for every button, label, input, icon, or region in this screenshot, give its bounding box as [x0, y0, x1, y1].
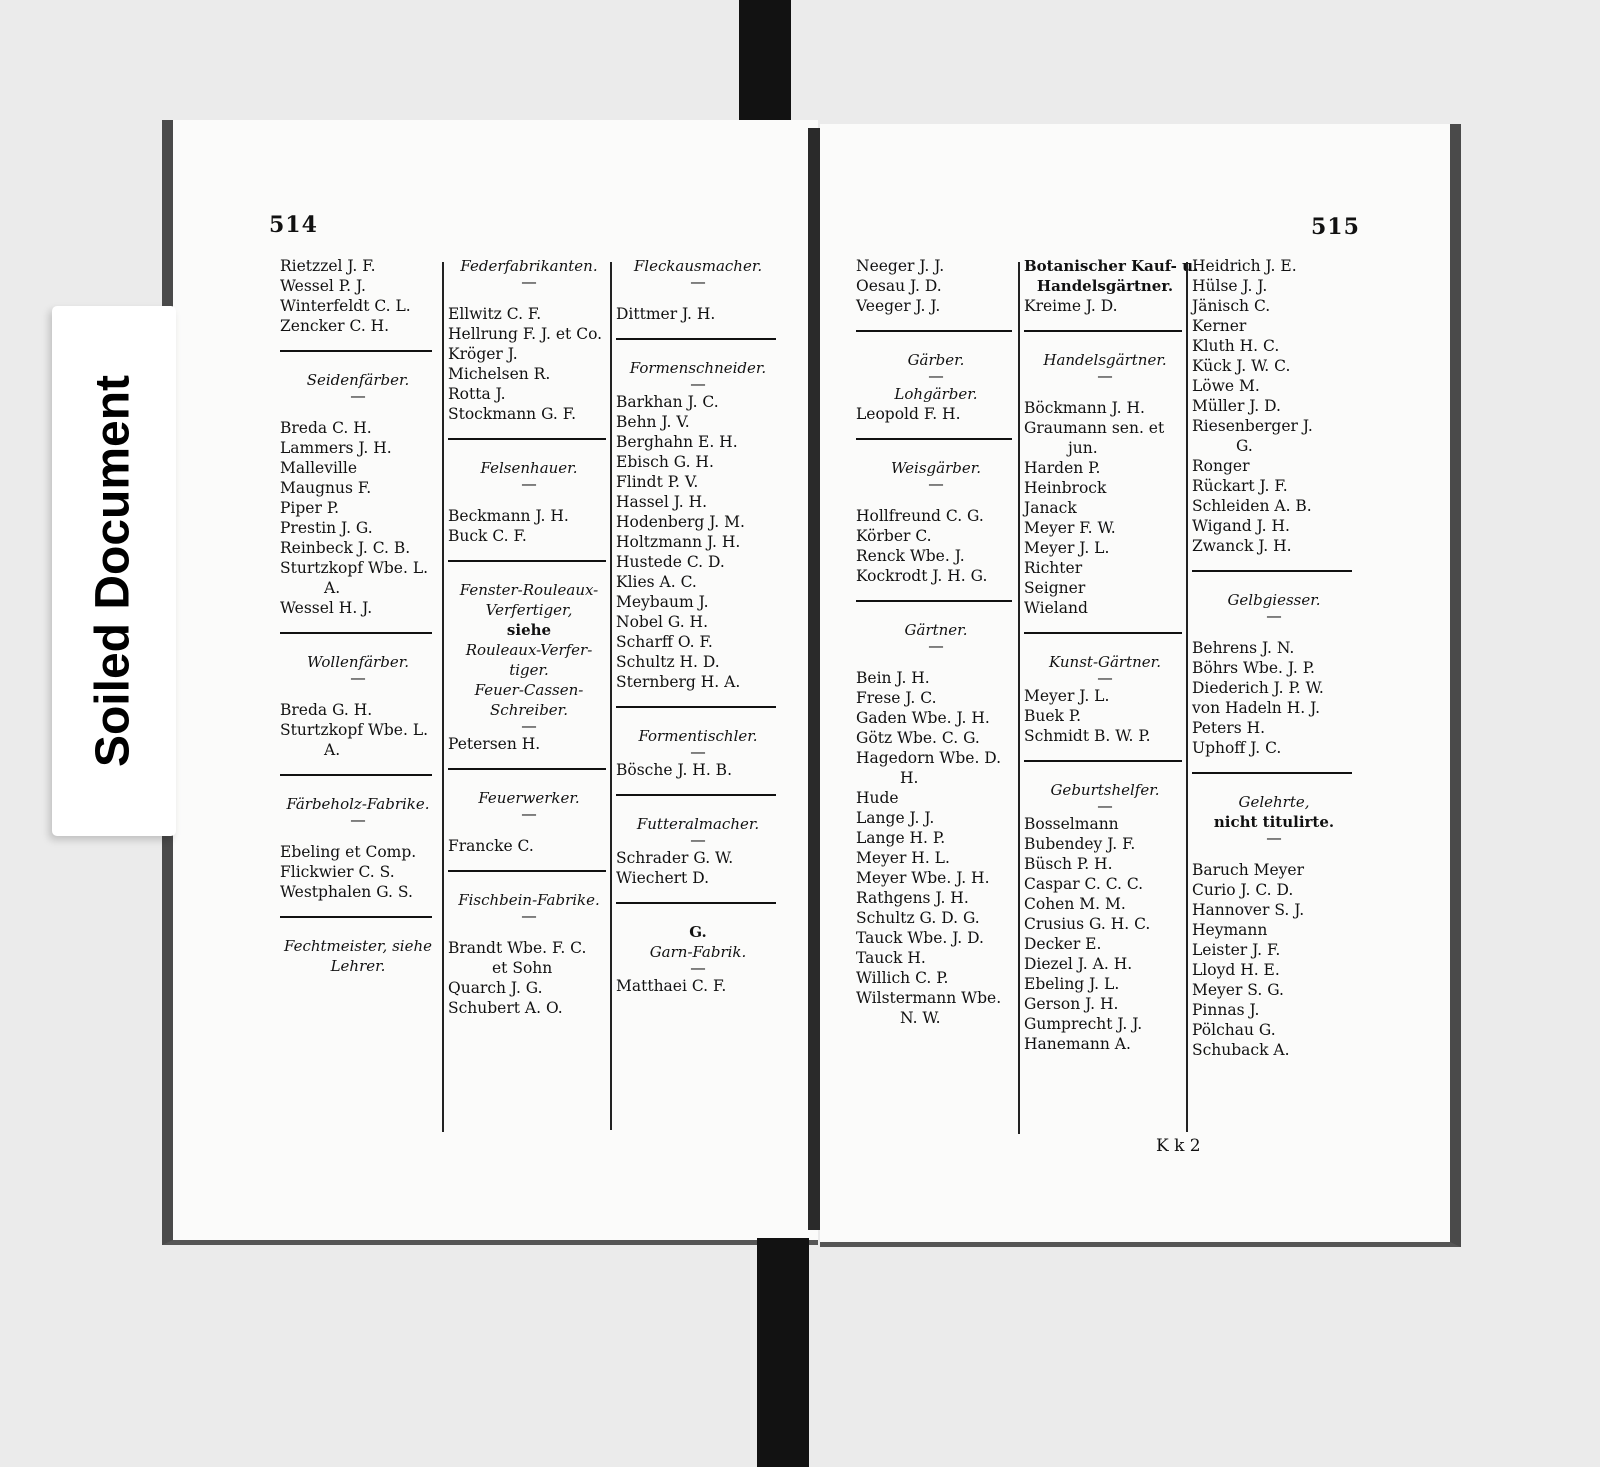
heading-dash: —	[1097, 797, 1113, 815]
heading-dash: —	[928, 637, 944, 655]
directory-entry: Zencker C. H.	[280, 317, 390, 335]
directory-entry: Petersen H.	[448, 735, 541, 753]
directory-entry: Hustede C. D.	[616, 553, 725, 571]
directory-entry: Sternberg H. A.	[616, 673, 741, 691]
directory-entry: Behrens J. N.	[1192, 639, 1295, 657]
directory-entry: Ebisch G. H.	[616, 453, 714, 471]
spacer	[448, 290, 610, 304]
section-rule	[856, 600, 1012, 602]
heading-dash: —	[1266, 607, 1282, 625]
trade-heading: Federfabrikanten.	[460, 257, 598, 275]
directory-entry: Frese J. C.	[856, 689, 937, 707]
directory-entry: Meyer S. G.	[1192, 981, 1284, 999]
directory-entry: Ebeling J. L.	[1024, 975, 1120, 993]
directory-entry: Winterfeldt C. L.	[280, 297, 411, 315]
trade-heading: Fischbein-Fabrike.	[458, 891, 600, 909]
trade-heading: Schreiber.	[490, 701, 568, 719]
directory-entry: Hollfreund C. G.	[856, 507, 984, 525]
directory-entry: Lange H. P.	[856, 829, 946, 847]
directory-entry: Hannover S. J.	[1192, 901, 1305, 919]
heading-dash: —	[350, 387, 366, 405]
directory-entry: Wilstermann Wbe.	[856, 989, 1002, 1007]
spacer	[280, 828, 436, 842]
section-rule	[616, 902, 776, 904]
directory-entry: Uphoff J. C.	[1192, 739, 1282, 757]
directory-entry: Harden P.	[1024, 459, 1101, 477]
section-rule	[448, 560, 606, 562]
trade-heading: Formenschneider.	[629, 359, 767, 377]
directory-entry: A.	[324, 579, 341, 597]
spacer	[1192, 846, 1356, 860]
directory-entry: Pinnas J.	[1192, 1001, 1260, 1019]
trade-heading: Lehrer.	[330, 957, 386, 975]
directory-entry: Stockmann G. F.	[448, 405, 577, 423]
column-separator	[1018, 262, 1020, 1134]
directory-entry: Heinbrock	[1024, 479, 1107, 497]
directory-entry: Meyer J. L.	[1024, 687, 1110, 705]
heading-dash: —	[690, 375, 706, 393]
directory-entry: jun.	[1068, 439, 1098, 457]
column-separator	[610, 262, 612, 1130]
directory-entry: Westphalen G. S.	[280, 883, 413, 901]
directory-entry: Ronger	[1192, 457, 1250, 475]
directory-entry: Malleville	[280, 459, 358, 477]
trade-heading: Weisgärber.	[890, 459, 982, 477]
column-515-3	[1192, 256, 1356, 1060]
trade-heading: Futteralmacher.	[636, 815, 760, 833]
directory-entry: Sturtzkopf Wbe. L.	[280, 559, 429, 577]
directory-entry: Wieland	[1024, 599, 1088, 617]
section-rule	[1192, 570, 1352, 572]
section-rule	[1024, 330, 1182, 332]
spacer	[856, 654, 1016, 668]
directory-entry: Janack	[1024, 499, 1077, 517]
page-number: 514	[269, 212, 318, 238]
directory-entry: Bubendey J. F.	[1024, 835, 1136, 853]
spacer	[280, 404, 436, 418]
directory-entry: Ellwitz C. F.	[448, 305, 542, 323]
directory-entry: Hassel J. H.	[616, 493, 708, 511]
section-rule	[448, 438, 606, 440]
spacer	[448, 924, 610, 938]
directory-entry: H.	[900, 769, 919, 787]
directory-entry: Decker E.	[1024, 935, 1102, 953]
heading-dash: —	[350, 811, 366, 829]
directory-entry: Böckmann J. H.	[1024, 399, 1145, 417]
directory-entry: Flindt P. V.	[616, 473, 699, 491]
section-rule	[616, 794, 776, 796]
trade-heading: Fleckausmacher.	[633, 257, 763, 275]
trade-heading: Garn-Fabrik.	[649, 943, 747, 961]
directory-entry: Caspar C. C. C.	[1024, 875, 1144, 893]
section-rule	[1192, 772, 1352, 774]
directory-entry: Gaden Wbe. J. H.	[856, 709, 990, 727]
directory-entry: A.	[324, 741, 341, 759]
directory-entry: Diezel J. A. H.	[1024, 955, 1133, 973]
directory-entry: Meyer Wbe. J. H.	[856, 869, 990, 887]
directory-entry: Rotta J.	[448, 385, 506, 403]
directory-entry: Buck C. F.	[448, 527, 527, 545]
directory-entry: Hodenberg J. M.	[616, 513, 745, 531]
directory-entry: Schubert A. O.	[448, 999, 563, 1017]
spacer	[448, 822, 610, 836]
directory-entry: Francke C.	[448, 837, 534, 855]
directory-entry: Meyer J. L.	[1024, 539, 1110, 557]
binding-strap-top	[739, 0, 791, 135]
directory-entry: Michelsen R.	[448, 365, 551, 383]
directory-entry: Kerner	[1192, 317, 1247, 335]
heading-dash: —	[1266, 829, 1282, 847]
section-rule	[856, 330, 1012, 332]
directory-entry: Gumprecht J. J.	[1024, 1015, 1143, 1033]
trade-heading: nicht titulirte.	[1213, 813, 1335, 831]
directory-entry: Sturtzkopf Wbe. L.	[280, 721, 429, 739]
directory-entry: Nobel G. H.	[616, 613, 709, 631]
directory-entry: Wigand J. H.	[1192, 517, 1290, 535]
section-rule	[280, 774, 432, 776]
directory-entry: Leister J. F.	[1192, 941, 1281, 959]
soiled-document-label: Soiled Document	[86, 374, 140, 768]
spacer	[280, 686, 436, 700]
directory-entry: Hagedorn Wbe. D.	[856, 749, 1002, 767]
trade-heading: Gärber.	[907, 351, 965, 369]
trade-heading: Färbeholz-Fabrike.	[286, 795, 430, 813]
heading-dash: —	[350, 669, 366, 687]
directory-entry: Kück J. W. C.	[1192, 357, 1291, 375]
directory-entry: Rietzzel J. F.	[280, 257, 376, 275]
directory-entry: Pölchau G.	[1192, 1021, 1276, 1039]
directory-entry: Buek P.	[1024, 707, 1082, 725]
directory-entry: Götz Wbe. C. G.	[856, 729, 980, 747]
directory-entry: Holtzmann J. H.	[616, 533, 741, 551]
directory-entry: Prestin J. G.	[280, 519, 373, 537]
column-514-3	[616, 256, 780, 996]
binding-strap-bottom	[757, 1238, 809, 1467]
trade-heading: Seidenfärber.	[306, 371, 410, 389]
section-rule	[1024, 632, 1182, 634]
trade-heading: Wollenfärber.	[307, 653, 409, 671]
directory-entry: Kockrodt J. H. G.	[856, 567, 988, 585]
section-rule	[448, 870, 606, 872]
directory-entry: Wiechert D.	[616, 869, 709, 887]
trade-heading: siehe	[506, 621, 552, 639]
directory-entry: Renck Wbe. J.	[856, 547, 965, 565]
directory-entry: Barkhan J. C.	[616, 393, 719, 411]
directory-entry: Schultz G. D. G.	[856, 909, 980, 927]
directory-entry: Schultz H. D.	[616, 653, 720, 671]
directory-entry: Tauck H.	[856, 949, 926, 967]
directory-entry: Breda G. H.	[280, 701, 373, 719]
directory-entry: Heidrich J. E.	[1192, 257, 1297, 275]
column-514-1	[280, 256, 436, 976]
directory-entry: Riesenberger J.	[1192, 417, 1313, 435]
directory-entry: Jänisch C.	[1192, 297, 1271, 315]
heading-dash: —	[521, 717, 537, 735]
spacer	[1024, 384, 1186, 398]
directory-entry: Dittmer J. H.	[616, 305, 716, 323]
directory-entry: Löwe M.	[1192, 377, 1260, 395]
page-number: 515	[1311, 214, 1360, 240]
directory-entry: Matthaei C. F.	[616, 977, 727, 995]
trade-heading: Fechtmeister, siehe	[283, 937, 433, 955]
column-separator	[442, 262, 444, 1132]
trade-heading: G.	[689, 923, 707, 941]
directory-entry: Wessel P. J.	[280, 277, 366, 295]
directory-entry: Zwanck J. H.	[1192, 537, 1292, 555]
directory-entry: Tauck Wbe. J. D.	[856, 929, 984, 947]
section-rule	[280, 350, 432, 352]
directory-entry: Meyer F. W.	[1024, 519, 1116, 537]
directory-entry: Leopold F. H.	[856, 405, 961, 423]
directory-entry: Kluth H. C.	[1192, 337, 1280, 355]
spacer	[616, 290, 780, 304]
directory-entry: Maugnus F.	[280, 479, 372, 497]
directory-entry: Büsch P. H.	[1024, 855, 1113, 873]
directory-entry: Cohen M. M.	[1024, 895, 1126, 913]
directory-entry: Graumann sen. et	[1024, 419, 1165, 437]
directory-entry: Schuback A.	[1192, 1041, 1290, 1059]
trade-heading: Rouleaux-Verfer-	[465, 641, 593, 659]
directory-entry: N. W.	[900, 1009, 941, 1027]
heading-dash: —	[928, 367, 944, 385]
directory-entry: Schleiden A. B.	[1192, 497, 1312, 515]
heading-dash: —	[521, 907, 537, 925]
section-rule	[280, 632, 432, 634]
directory-entry: Scharff O. F.	[616, 633, 713, 651]
section-rule	[856, 438, 1012, 440]
directory-entry: Lloyd H. E.	[1192, 961, 1280, 979]
directory-entry: Gerson J. H.	[1024, 995, 1119, 1013]
directory-entry: Meyer H. L.	[856, 849, 950, 867]
column-separator	[1186, 262, 1188, 1132]
section-rule	[616, 706, 776, 708]
column-515-1	[856, 256, 1016, 1028]
directory-entry: Curio J. C. D.	[1192, 881, 1294, 899]
directory-entry: Rathgens J. H.	[856, 889, 969, 907]
trade-heading: Geburtshelfer.	[1050, 781, 1160, 799]
trade-heading: Feuerwerker.	[478, 789, 580, 807]
directory-entry: Berghahn E. H.	[616, 433, 738, 451]
section-rule	[280, 916, 432, 918]
heading-dash: —	[690, 273, 706, 291]
directory-entry: Schrader G. W.	[616, 849, 734, 867]
directory-entry: Hanemann A.	[1024, 1035, 1131, 1053]
directory-entry: Bösche J. H. B.	[616, 761, 732, 779]
heading-dash: —	[521, 805, 537, 823]
heading-dash: —	[1097, 669, 1113, 687]
trade-heading: Gelbgiesser.	[1227, 591, 1321, 609]
heading-dash: —	[521, 475, 537, 493]
directory-entry: Piper P.	[280, 499, 340, 517]
directory-entry: Bosselmann	[1024, 815, 1119, 833]
directory-entry: Kreime J. D.	[1024, 297, 1118, 315]
trade-heading: Handelsgärtner.	[1043, 351, 1167, 369]
heading-dash: —	[690, 959, 706, 977]
trade-heading: Verfertiger,	[485, 601, 573, 619]
directory-entry: Willich C. P.	[856, 969, 949, 987]
directory-entry: Lammers J. H.	[280, 439, 392, 457]
directory-entry: Schmidt B. W. P.	[1024, 727, 1151, 745]
trade-heading: Handelsgärtner.	[1036, 277, 1174, 295]
directory-entry: Baruch Meyer	[1192, 861, 1304, 879]
trade-heading: Kunst-Gärtner.	[1049, 653, 1161, 671]
directory-entry: Seigner	[1024, 579, 1086, 597]
directory-entry: Quarch J. G.	[448, 979, 543, 997]
heading-dash: —	[690, 743, 706, 761]
spacer	[856, 492, 1016, 506]
trade-heading: Botanischer Kauf- u.	[1024, 257, 1199, 275]
directory-entry: Flickwier C. S.	[280, 863, 395, 881]
directory-entry: Behn J. V.	[616, 413, 690, 431]
directory-entry: Hülse J. J.	[1192, 277, 1268, 295]
trade-heading: Lohgärber.	[894, 385, 978, 403]
trade-heading: tiger.	[509, 661, 549, 679]
directory-entry: Heymann	[1192, 921, 1268, 939]
heading-dash: —	[690, 831, 706, 849]
directory-entry: Diederich J. P. W.	[1192, 679, 1324, 697]
directory-entry: Crusius G. H. C.	[1024, 915, 1151, 933]
directory-entry: Reinbeck J. C. B.	[280, 539, 411, 557]
trade-heading: Gärtner.	[904, 621, 968, 639]
directory-entry: Veeger J. J.	[856, 297, 941, 315]
directory-entry: Klies A. C.	[616, 573, 697, 591]
spacer	[1192, 624, 1356, 638]
signature-mark: K k 2	[1156, 1136, 1201, 1156]
directory-entry: Neeger J. J.	[856, 257, 945, 275]
directory-entry: Peters H.	[1192, 719, 1266, 737]
directory-entry: Breda C. H.	[280, 419, 372, 437]
section-rule	[616, 338, 776, 340]
trade-heading: Fenster-Rouleaux-	[459, 581, 599, 599]
column-514-2	[448, 256, 610, 1018]
directory-entry: Ebeling et Comp.	[280, 843, 417, 861]
directory-entry: Hude	[856, 789, 899, 807]
heading-dash: —	[1097, 367, 1113, 385]
directory-entry: Lange J. J.	[856, 809, 935, 827]
directory-entry: Böhrs Wbe. J. P.	[1192, 659, 1315, 677]
directory-entry: Rückart J. F.	[1192, 477, 1288, 495]
trade-heading: Felsenhauer.	[480, 459, 578, 477]
directory-entry: Beckmann J. H.	[448, 507, 569, 525]
trade-heading: Gelehrte,	[1238, 793, 1310, 811]
section-rule	[1024, 760, 1182, 762]
column-515-2	[1024, 256, 1199, 1054]
directory-entry: Oesau J. D.	[856, 277, 942, 295]
directory-entry: von Hadeln H. J.	[1192, 699, 1321, 717]
heading-dash: —	[521, 273, 537, 291]
trade-heading: Feuer-Cassen-	[474, 681, 584, 699]
directory-entry: Meybaum J.	[616, 593, 709, 611]
directory-entry: Körber C.	[856, 527, 932, 545]
section-rule	[448, 768, 606, 770]
directory-entry: Kröger J.	[448, 345, 518, 363]
directory-entry: G.	[1236, 437, 1253, 455]
trade-heading: Formentischler.	[638, 727, 758, 745]
directory-entry: Brandt Wbe. F. C.	[448, 939, 587, 957]
directory-entry: Hellrung F. J. et Co.	[448, 325, 603, 343]
directory-entry: Bein J. H.	[856, 669, 930, 687]
directory-entry: Wessel H. J.	[280, 599, 373, 617]
directory-entry: Müller J. D.	[1192, 397, 1281, 415]
directory-entry: et Sohn	[492, 959, 553, 977]
heading-dash: —	[928, 475, 944, 493]
directory-entry: Richter	[1024, 559, 1083, 577]
spacer	[448, 492, 610, 506]
